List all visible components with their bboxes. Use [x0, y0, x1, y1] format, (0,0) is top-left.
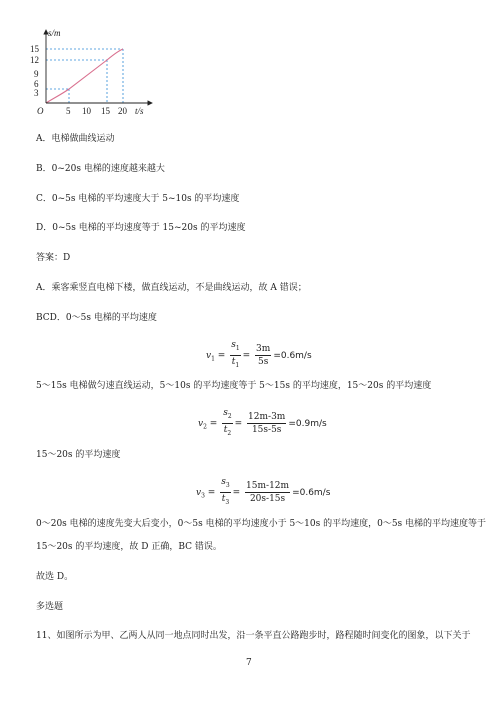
y-tick-3: 3 — [34, 88, 39, 98]
formula-2-result: =0.9m/s — [288, 418, 327, 429]
formula-3-den-value: 20s-15s — [249, 493, 286, 504]
uniform-motion-text: 5～15s 电梯做匀速直线运动，5～10s 的平均速度等于 5～15s 的平均速度，15～20s 的平均速度 — [36, 381, 432, 391]
option-a: A．电梯做曲线运动 — [36, 134, 115, 144]
formula-2-lhs: v — [198, 418, 204, 429]
formula-3-symbolic-fraction — [220, 477, 230, 508]
distance-curve — [46, 49, 123, 103]
formula-2-den-sub: 2 — [227, 429, 232, 437]
section-heading: 多选题 — [36, 602, 64, 612]
final-choice: 故选 D。 — [36, 572, 74, 582]
formula-3-result: =0.6m/s — [292, 487, 331, 498]
distance-time-graph — [28, 26, 158, 122]
formula-2-num-sub: 2 — [227, 412, 232, 420]
formula-2-symbolic-fraction — [222, 408, 232, 439]
x-axis-label: t/s — [135, 106, 144, 116]
x-tick-15: 15 — [101, 106, 110, 116]
formula-2-den-value: 15s-5s — [251, 424, 282, 435]
formula-3-num-value: 15m-12m — [246, 480, 290, 491]
formula-1-den-value: 5s — [258, 356, 269, 367]
formula-3-den-sub: 3 — [225, 498, 230, 506]
formula-1-value-fraction — [255, 344, 271, 367]
formula-2-value-fraction — [247, 412, 286, 435]
formula-3: $v_3$ = $\frac{s_3}{t_3}$ = $\frac{15m-12m}{20s-15s}$ =0.6m/s — [196, 477, 331, 506]
question-11: 11、如图所示为甲、乙两人从同一地点同时出发，沿一条平直公路跑步时，路程随时间变化的图象，以下关于 — [36, 631, 471, 641]
formula-2-den-var: t — [223, 424, 228, 435]
formula-1-lhs: v — [206, 350, 212, 361]
y-axis-label: s/m — [48, 28, 61, 38]
formula-2-lhs-sub: 2 — [203, 423, 207, 431]
origin-label: O — [37, 106, 44, 116]
option-b: B．0~20s 电梯的速度越来越大 — [36, 164, 165, 174]
y-tick-9: 9 — [34, 69, 39, 79]
answer: 答案：D — [36, 253, 71, 263]
x-tick-5: 5 — [66, 106, 71, 116]
formula-1-num-var: s — [231, 340, 236, 350]
formula-1-num-sub: 1 — [235, 344, 240, 352]
formula-1-den-sub: 1 — [235, 361, 240, 369]
formula-1-lhs-sub: 1 — [211, 355, 215, 363]
option-c: C．0~5s 电梯的平均速度大于 5~10s 的平均速度 — [36, 194, 240, 204]
y-tick-6: 6 — [34, 79, 39, 89]
formula-1-num-value: 3m — [256, 343, 271, 354]
formula-1-result: =0.6m/s — [273, 350, 312, 361]
formula-3-value-fraction — [245, 481, 290, 504]
y-tick-15: 15 — [30, 44, 39, 54]
page-number: 7 — [246, 658, 252, 668]
analysis-a: A．乘客乘竖直电梯下楼，做直线运动，不是曲线运动，故 A 错误； — [36, 283, 307, 293]
option-d: D．0~5s 电梯的平均速度等于 15~20s 的平均速度 — [36, 223, 246, 233]
formula-3-num-var: s — [221, 477, 226, 487]
x-tick-20: 20 — [118, 106, 127, 116]
formula-1: $v_1$ = $\frac{s_1}{t_1}$ = $\frac{3m}{5s}$ =0.6m/s — [206, 340, 312, 369]
formula-3-lhs: v — [196, 487, 202, 498]
x-tick-10: 10 — [82, 106, 91, 116]
interval-15-20-text: 15～20s 的平均速度 — [36, 450, 121, 460]
formula-1-symbolic-fraction — [230, 340, 240, 371]
conclusion-line-1: 0～20s 电梯的速度先变大后变小，0～5s 电梯的平均速度小于 5～10s 的平均速度，0～5s 电梯的平均速度等于 — [36, 519, 487, 529]
bcd-intro: BCD．0～5s 电梯的平均速度 — [36, 313, 157, 323]
formula-3-num-sub: 3 — [225, 481, 230, 489]
formula-3-lhs-sub: 3 — [201, 492, 205, 500]
formula-2: $v_2$ = $\frac{s_2}{t_2}$ = $\frac{12m-3m}{15s-5s}$ =0.9m/s — [198, 408, 327, 437]
formula-1-den-var: t — [231, 356, 236, 367]
formula-3-den-var: t — [221, 493, 226, 504]
conclusion-line-2: 15～20s 的平均速度，故 D 正确，BC 错误。 — [36, 542, 222, 552]
y-tick-12: 12 — [30, 55, 39, 65]
formula-2-num-value: 12m-3m — [248, 411, 286, 422]
formula-2-num-var: s — [223, 408, 228, 418]
